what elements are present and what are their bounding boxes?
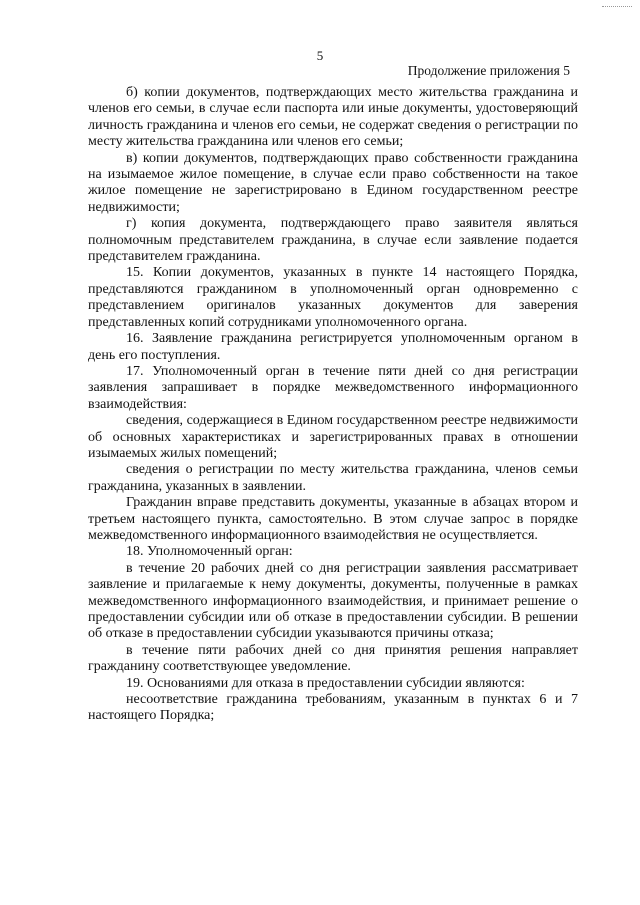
- paragraph-15: 15. Копии документов, указанных в пункте 14 настоящего Порядка, представляются гражданином в уполномоченный орган одновременно с представлением оригиналов указанных документов для заверения представленных копий сотрудниками уполномоченного органа.: [88, 265, 578, 330]
- page-number: 5: [316, 48, 324, 63]
- paragraph-17-item-1: сведения, содержащиеся в Едином государственном реестре недвижимости об основных характеристиках и зарегистрированных правах в отношении изымаемых жилых помещений;: [88, 413, 578, 461]
- paragraph-18: 18. Уполномоченный орган:: [126, 544, 293, 560]
- paragraph-14v: в) копии документов, подтверждающих право собственности гражданина на изымаемое жилое помещение, в случае если право собственности на такое жилое помещение не зарегистрировано в Едином государственном реестре недвижимости;: [88, 150, 578, 215]
- paragraph-14g: г) копия документа, подтверждающего право заявителя являться полномочным представителем гражданина, в случае если заявление подается представителем гражданина.: [88, 216, 578, 265]
- paragraph-19: 19. Основаниями для отказа в предоставлении субсидии являются:: [126, 675, 525, 691]
- paragraph-19-item-1: несоответствие гражданина требованиям, указанным в пунктах 6 и 7 настоящего Порядка;: [88, 692, 578, 724]
- paragraph-18-item-1: в течение 20 рабочих дней со дня регистрации заявления рассматривает заявление и прилагаемые к нему документы, документы, полученные в рамках межведомственного информационного взаимодействия, и принимает решение о предоставлении субсидии или об отказе в предоставлении субсидии. В решении об отказе в предоставлении субсидии указываются причины отказа;: [88, 560, 578, 642]
- paragraph-17: 17. Уполномоченный орган в течение пяти дней со дня регистрации заявления запрашивает в порядке межведомственного информационного взаимодействия:: [88, 363, 578, 412]
- paragraph-17-item-2: сведения о регистрации по месту жительства гражданина, членов семьи гражданина, указанных в заявлении.: [88, 462, 578, 494]
- paragraph-17-note: Гражданин вправе представить документы, указанные в абзацах втором и третьем настоящего пункта, самостоятельно. В этом случае запрос в порядке межведомственного информационного взаимодействия не осуществляется.: [88, 495, 578, 543]
- document-body: [88, 85, 578, 725]
- scan-corner-mark: [602, 6, 632, 7]
- paragraph-16: 16. Заявление гражданина регистрируется уполномоченным органом в день его поступления.: [88, 331, 578, 363]
- paragraph-18-item-2: в течение пяти рабочих дней со дня принятия решения направляет гражданину соответствующее уведомление.: [88, 642, 578, 675]
- paragraph-14b: б) копии документов, подтверждающих место жительства гражданина и членов его семьи, в случае если паспорта или иные документы, удостоверяющий личность гражданина и членов его семьи, не содержат сведения о регистрации по месту жительства гражданина или членов его семьи;: [88, 85, 578, 150]
- appendix-continuation-note: Продолжение приложения 5: [407, 63, 570, 78]
